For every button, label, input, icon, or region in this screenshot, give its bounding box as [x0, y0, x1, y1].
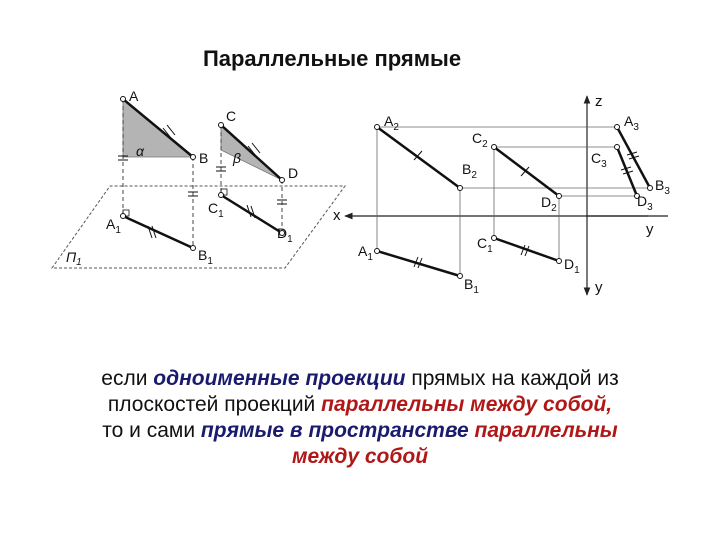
label-plane-pi1: $\Pi_1$ [66, 249, 82, 268]
caption-text: если [101, 367, 154, 390]
caption-emphasis: одноименные проекции [153, 367, 406, 390]
label-alpha: α [136, 143, 144, 159]
epure-view [333, 93, 670, 296]
slide-title: Параллельные прямые [202, 46, 462, 71]
label-c1: $C_1$ [208, 200, 224, 220]
axis-label-y-down: y [595, 279, 603, 296]
caption-line-2 [20, 392, 700, 418]
label-a: A [129, 88, 139, 104]
label-b2: $B_2$ [462, 161, 477, 181]
label-a1-epure: $A_1$ [358, 243, 373, 263]
caption-emphasis: параллельны [474, 419, 618, 442]
rule-caption [20, 366, 700, 470]
label-a3: $A_3$ [624, 113, 639, 133]
caption-text: прямых на каждой из [405, 367, 619, 390]
line-a1b1-projection [123, 216, 193, 248]
caption-line-1 [20, 366, 700, 392]
connection-lines [377, 127, 650, 276]
label-d1-epure: $D_1$ [564, 256, 580, 276]
label-b1-epure: $B_1$ [464, 276, 479, 296]
caption-emphasis: между собой [291, 445, 429, 468]
axis-label-z: z [595, 93, 603, 110]
label-c3: $C_3$ [591, 150, 607, 170]
spatial-view [52, 88, 345, 268]
label-a2: $A_2$ [384, 113, 399, 133]
axis-label-x: x [333, 207, 341, 224]
label-b: B [199, 150, 209, 166]
label-d2: $D_2$ [541, 194, 557, 214]
caption-text: плоскостей проекций [107, 393, 322, 416]
label-d: D [288, 165, 299, 181]
label-d3: $D_3$ [637, 193, 653, 213]
line-c1d1-projection [221, 195, 282, 233]
caption-line-4 [20, 444, 700, 470]
label-c: C [226, 108, 237, 124]
epure-points [375, 125, 653, 279]
caption-emphasis: прямые в пространстве [200, 419, 469, 442]
label-d1: $D_1$ [277, 225, 293, 245]
caption-emphasis: параллельны между собой, [321, 393, 613, 416]
label-a1: $A_1$ [106, 216, 121, 236]
epure-lines [377, 127, 650, 276]
label-c1-epure: $C_1$ [477, 235, 493, 255]
label-beta: β [233, 150, 241, 166]
axis-label-y-right: y [646, 221, 654, 238]
caption-line-3 [20, 418, 700, 444]
label-b3: $B_3$ [655, 177, 670, 197]
caption-text: то и сами [102, 419, 201, 442]
label-c2: $C_2$ [472, 130, 488, 150]
label-b1: $B_1$ [198, 247, 213, 267]
